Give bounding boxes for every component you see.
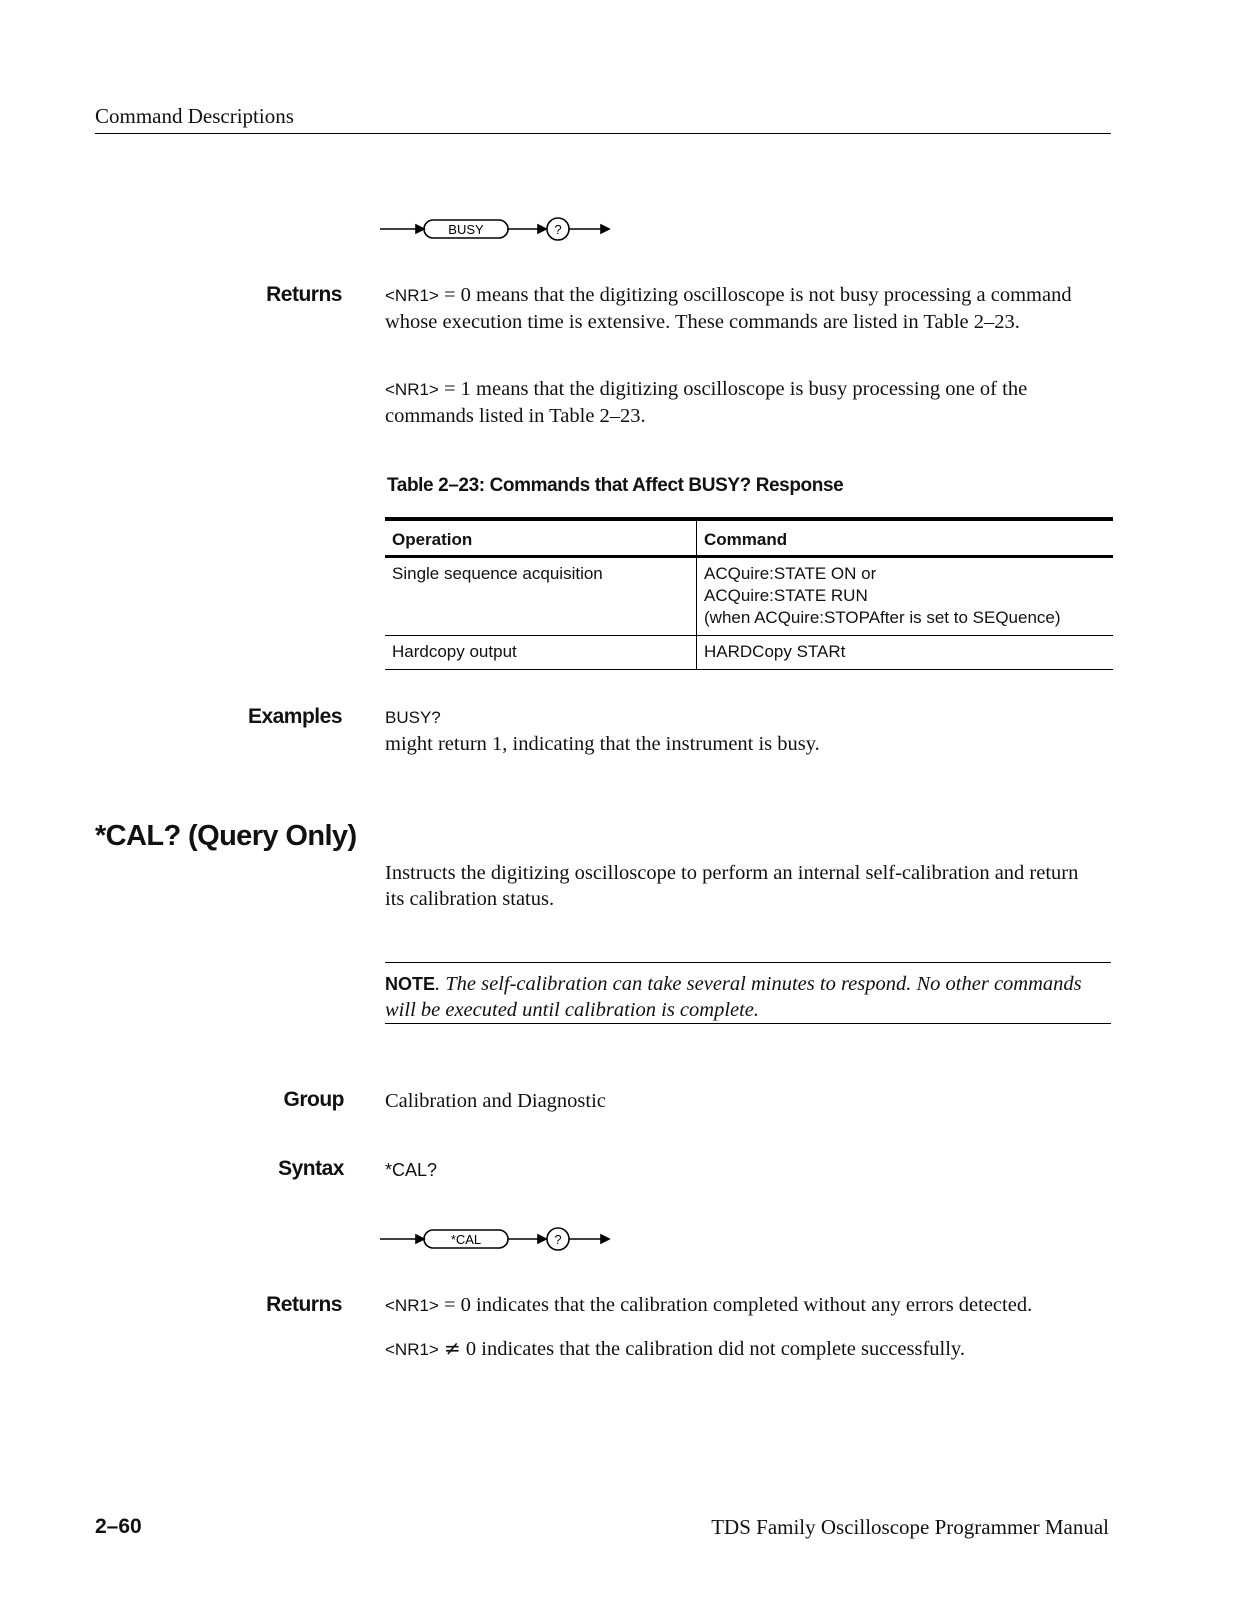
commands-table	[385, 517, 1113, 670]
table-header-row	[385, 519, 1113, 557]
example-text: might return 1, indicating that the instrument is busy.	[385, 733, 820, 755]
syntax-label: Syntax	[278, 1157, 344, 1180]
examples-block	[385, 705, 1085, 757]
command-line: (when ACQuire:STOPAfter is set to SEQuence)	[704, 608, 1061, 627]
running-header	[95, 103, 1111, 134]
note-box	[385, 962, 1111, 1024]
nr1-code: <NR1>	[385, 380, 439, 399]
table-cell-command	[697, 557, 1114, 636]
not-equal-symbol: ≠	[444, 1336, 461, 1360]
table-cell-operation: Hardcopy output	[385, 636, 697, 670]
group-value: Calibration and Diagnostic	[385, 1090, 606, 1112]
command-line: ACQuire:STATE RUN	[704, 586, 868, 605]
cal-diagram-keyword: *CAL	[450, 1232, 482, 1247]
table-caption: Table 2–23: Commands that Affect BUSY? Response	[387, 475, 844, 496]
command-line: ACQuire:STATE ON or	[704, 564, 877, 583]
busy-diagram-keyword: BUSY	[448, 222, 484, 237]
cal-syntax-diagram	[380, 1224, 620, 1254]
group-label: Group	[283, 1088, 344, 1111]
page-number: 2–60	[95, 1515, 142, 1538]
returns-label: Returns	[266, 283, 342, 306]
table-cell-command	[697, 636, 1114, 670]
table-row	[385, 557, 1113, 636]
table-header-command: Command	[697, 519, 1114, 557]
table-row	[385, 636, 1113, 670]
nr1-code: <NR1>	[385, 1340, 439, 1359]
cal-diagram-query: ?	[554, 1232, 562, 1247]
cal-returns-paragraph-1	[385, 1292, 1105, 1319]
example-code: BUSY?	[385, 708, 441, 727]
syntax-value: *CAL?	[385, 1160, 438, 1180]
table-cell-operation: Single sequence acquisition	[385, 557, 697, 636]
examples-label: Examples	[247, 705, 342, 728]
running-title: Command Descriptions	[95, 104, 294, 128]
manual-title: TDS Family Oscilloscope Programmer Manual	[711, 1515, 1109, 1539]
table-header-operation: Operation	[385, 519, 697, 557]
cal-returns-paragraph-2	[385, 1335, 1085, 1363]
returns-paragraph-1	[385, 282, 1085, 335]
returns-text-2: = 1 means that the digitizing oscilloscope is busy processing one of the commands listed in Table 2–23.	[385, 378, 1028, 427]
returns-text-1: = 0 means that the digitizing oscilloscope is not busy processing a command whose execution time is extensive. These commands are listed in Table 2–23.	[385, 284, 1072, 333]
note-label: NOTE	[385, 974, 436, 994]
cal-returns-text-2: 0 indicates that the calibration did not complete successfully.	[460, 1338, 965, 1360]
busy-syntax-diagram	[380, 214, 620, 244]
busy-diagram-query: ?	[554, 222, 562, 237]
command-line: HARDCopy STARt	[704, 642, 846, 661]
note-text: . The self-calibration can take several minutes to respond. No other commands will be executed until calibration is complete.	[385, 973, 1082, 1021]
returns-paragraph-2	[385, 376, 1085, 429]
cal-description: Instructs the digitizing oscilloscope to perform an internal self-calibration and return its calibration status.	[385, 862, 1079, 910]
nr1-code: <NR1>	[385, 286, 439, 305]
nr1-code: <NR1>	[385, 1296, 439, 1315]
cal-returns-label: Returns	[266, 1293, 342, 1316]
cal-returns-text-1: = 0 indicates that the calibration completed without any errors detected.	[438, 1294, 1033, 1316]
section-title: *CAL? (Query Only)	[95, 820, 357, 852]
